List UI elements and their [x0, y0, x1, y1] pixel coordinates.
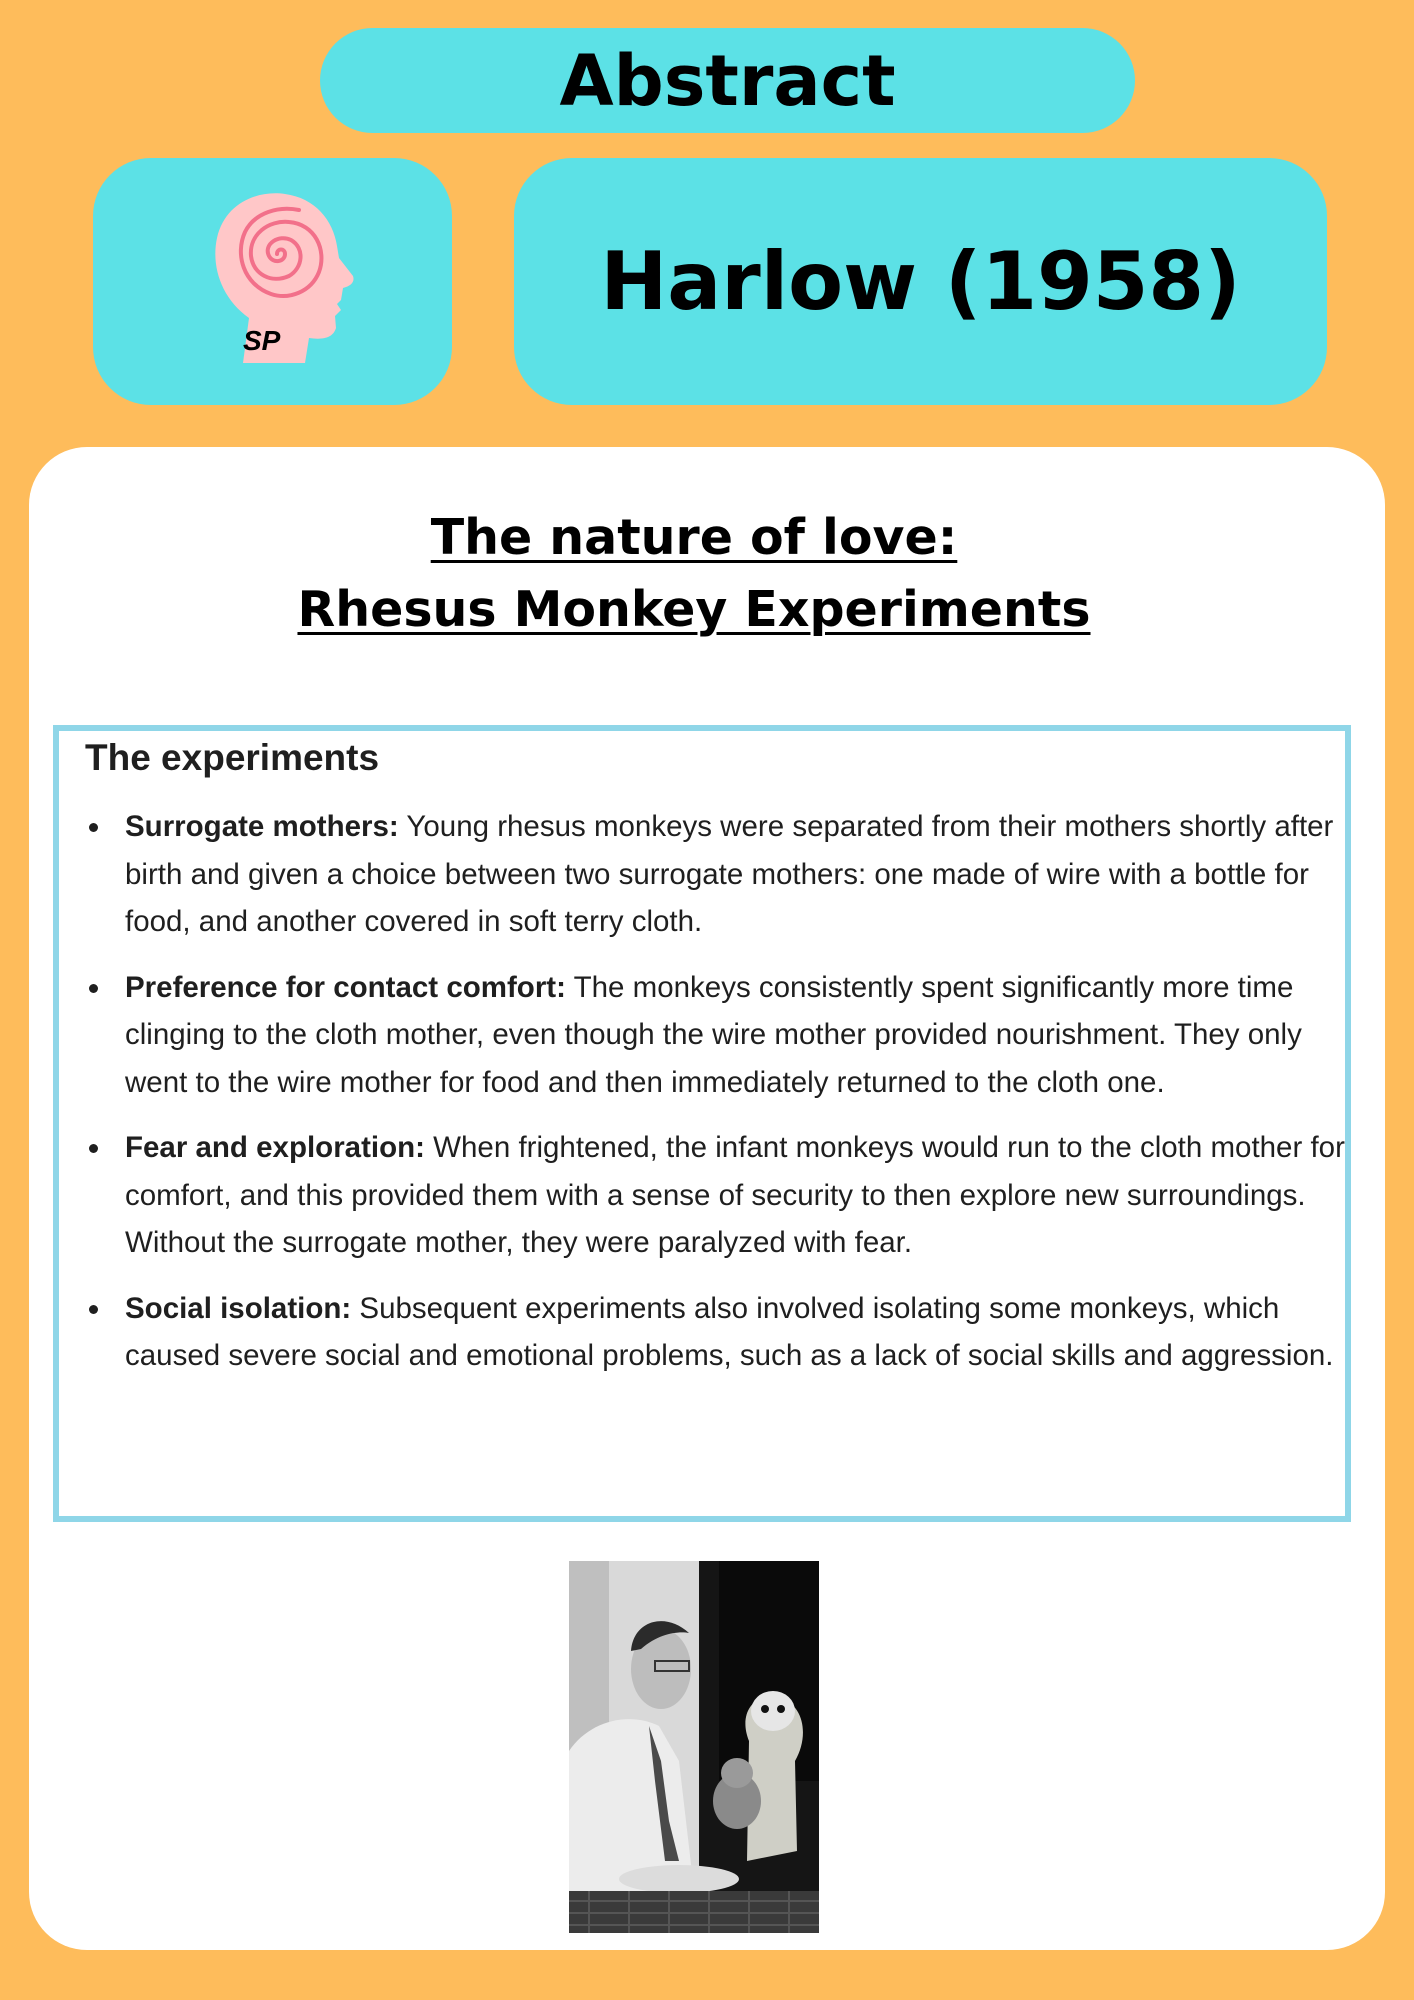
content-card — [29, 447, 1385, 1950]
list-item-term: Preference for contact comfort: — [125, 970, 566, 1004]
list-item — [85, 803, 1345, 946]
list-item-text: The monkeys consistently spent significantly more time clinging to the cloth mother, even though the wire mother provided nourishment. They only went to the wire mother for food and then immediately returned to the cloth one. — [125, 970, 1302, 1099]
list-item-term: Fear and exploration: — [125, 1131, 425, 1164]
card-title — [29, 502, 1359, 646]
list-item-text: Subsequent experiments also involved isolating some monkeys, which caused severe social and emotional problems, such as a lack of social skills and aggression. — [125, 1291, 1334, 1372]
logo-panel — [93, 158, 452, 405]
abstract-badge — [320, 28, 1135, 133]
experiments-heading: The experiments — [85, 737, 380, 778]
head-spiral-icon — [93, 158, 452, 405]
list-item — [85, 1285, 1345, 1380]
page-title: Harlow (1958) — [600, 235, 1241, 328]
card-title-line-1: The nature of love: — [430, 509, 958, 566]
list-item-term: Social isolation: — [125, 1291, 352, 1325]
harlow-photo — [569, 1561, 819, 1933]
experiments-list — [85, 803, 1345, 1398]
logo-monogram: SP — [243, 325, 281, 356]
list-item-text: Young rhesus monkeys were separated from their mothers shortly after birth and given a choice between two surrogate mothers: one made of wire with a bottle for food, and another covered in soft terry cloth. — [125, 810, 1334, 938]
list-item-text: When frightened, the infant monkeys would run to the cloth mother for comfort, and this provided them with a sense of security to then explore new surroundings. Without the surrogate mother, they were paralyzed with fear. — [125, 1131, 1345, 1259]
list-item — [85, 1124, 1345, 1267]
card-title-line-2: Rhesus Monkey Experiments — [297, 581, 1091, 638]
title-banner — [514, 158, 1327, 405]
experiments-panel — [53, 725, 1351, 1522]
abstract-label: Abstract — [559, 39, 896, 122]
list-item — [85, 964, 1345, 1107]
list-item-term: Surrogate mothers: — [125, 810, 399, 843]
